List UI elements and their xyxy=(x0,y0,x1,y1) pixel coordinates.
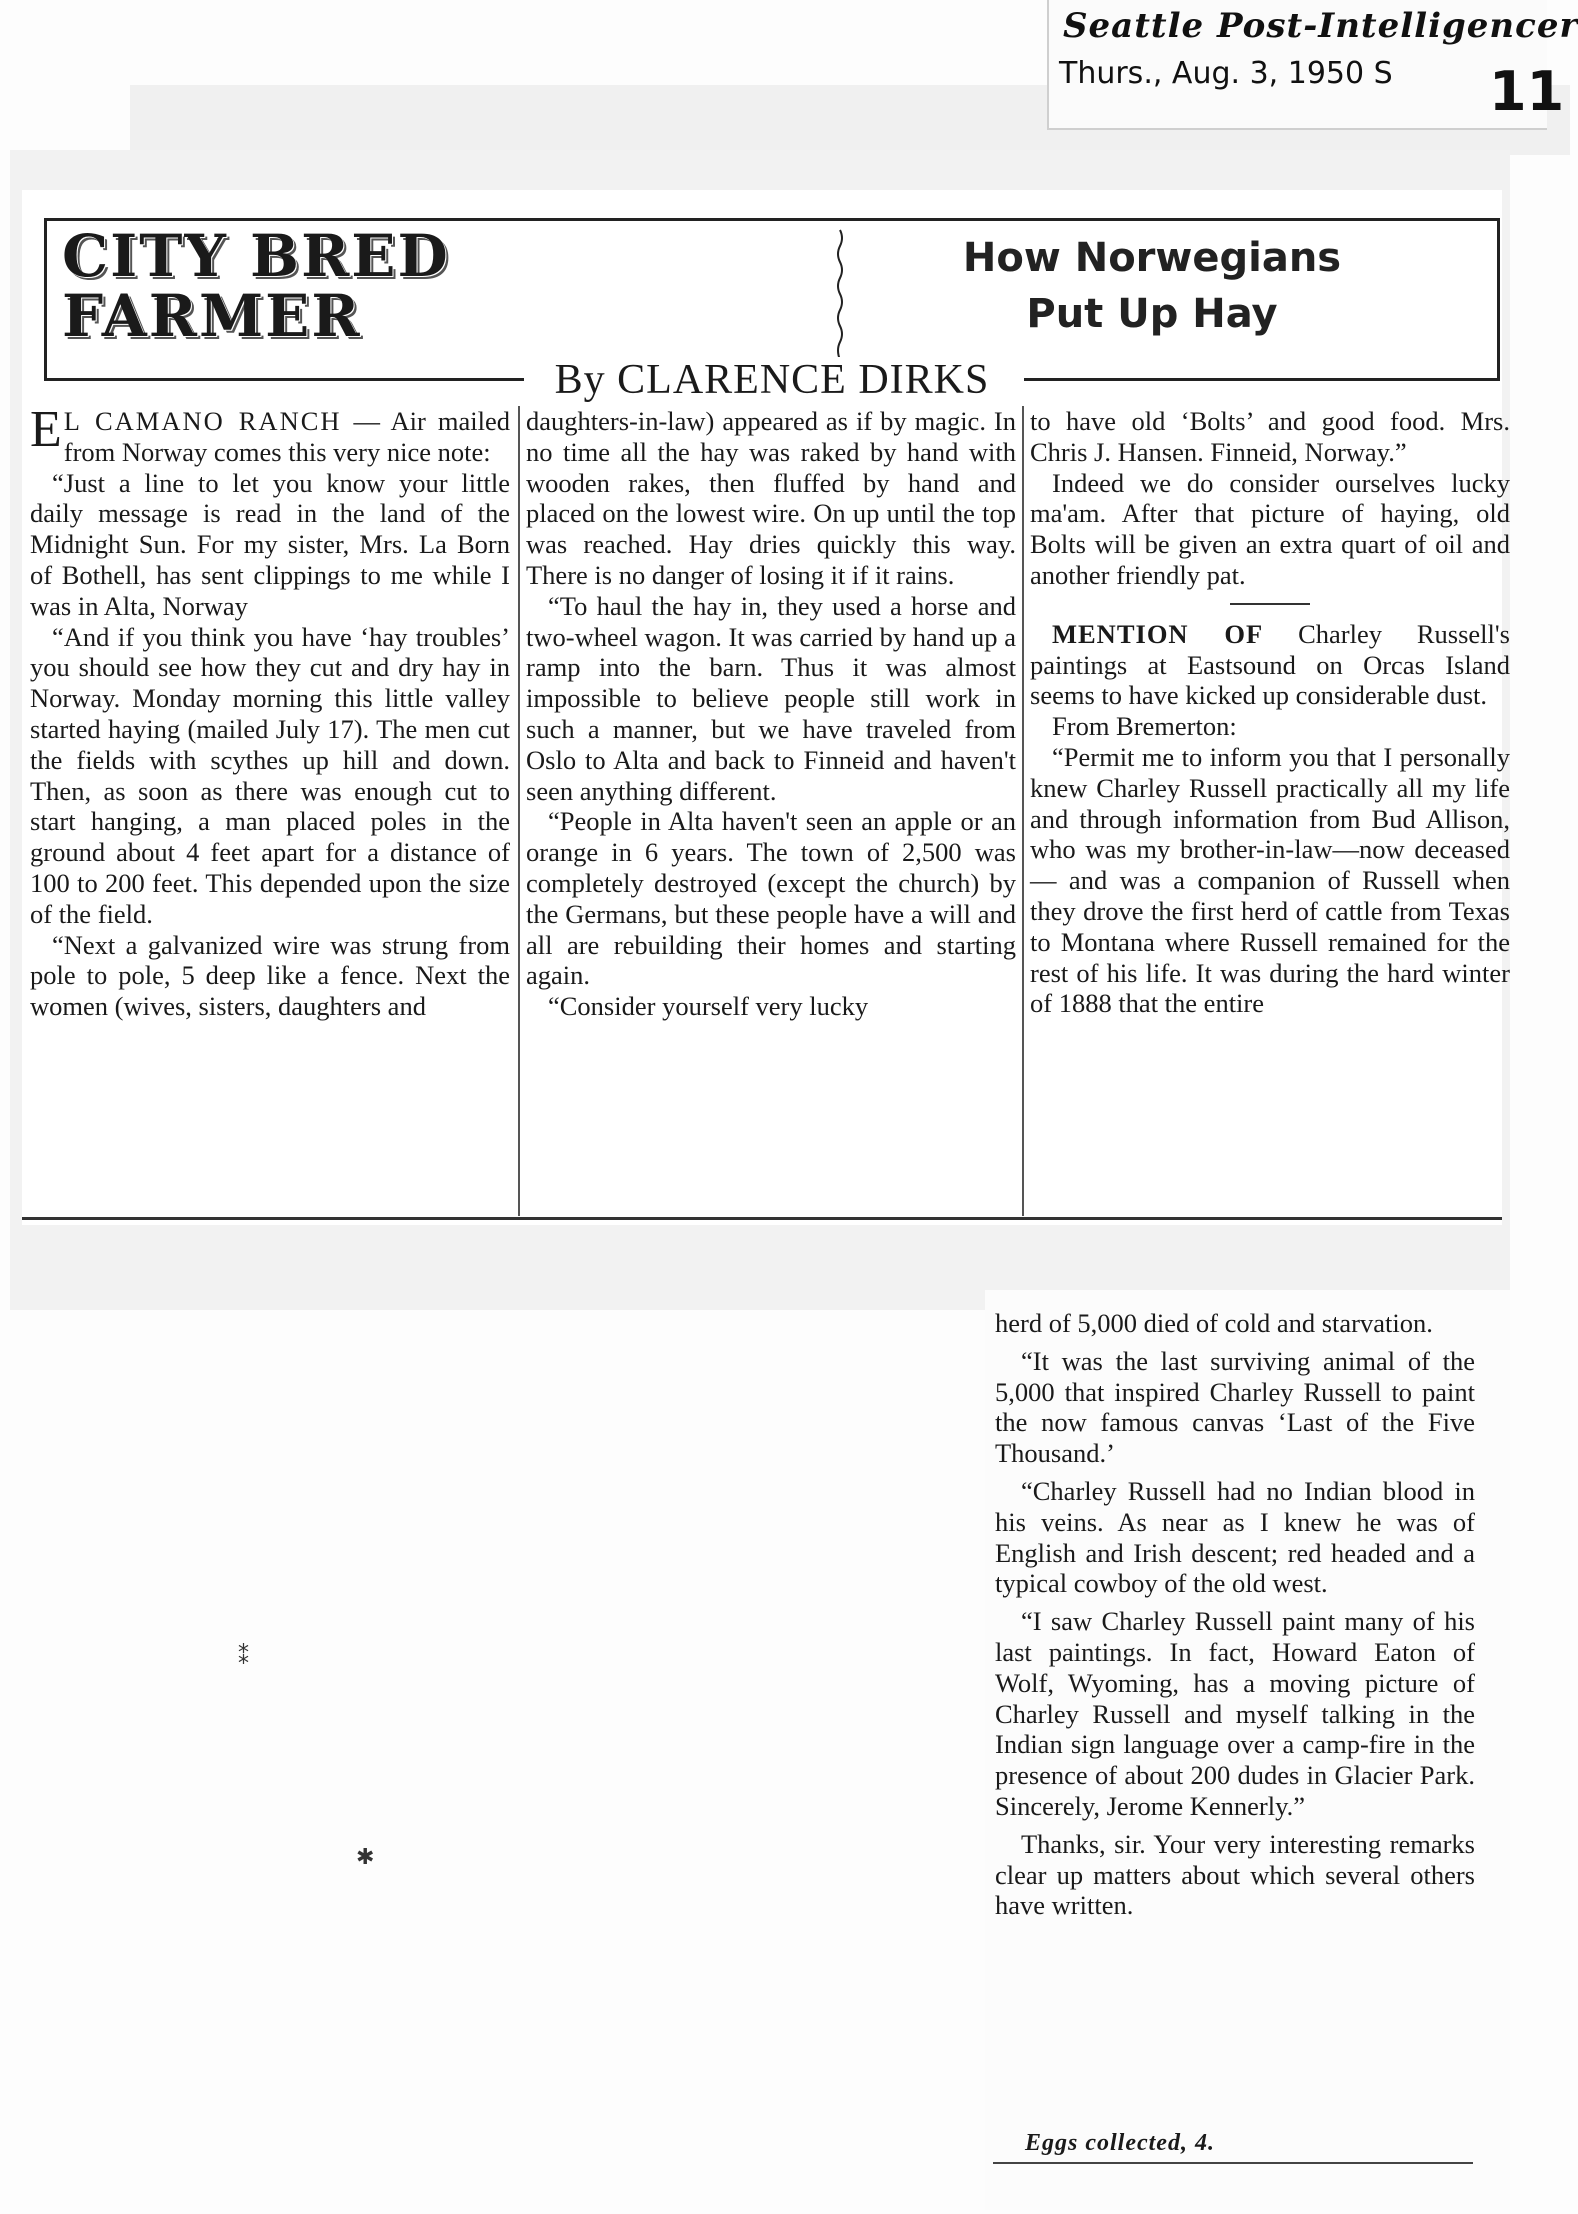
column-rule xyxy=(1022,406,1024,1216)
paragraph: “Consider yourself very lucky xyxy=(548,991,869,1022)
section-lead: MENTION OF xyxy=(1052,618,1264,649)
article-bottom-rule xyxy=(22,1217,1502,1220)
continuation-text xyxy=(995,1308,1475,1928)
paragraph: to have old ‘Bolts’ and good food. Mrs. Chris J. Hansen. Finneid, Norway.” xyxy=(1030,406,1510,467)
paragraph: “Next a galvanized wire was strung from pole to pole, 5 deep like a fence. Next the women (wives, sisters, daughters and xyxy=(30,929,510,1022)
column-title: CITY BRED FARMER xyxy=(62,222,450,350)
paragraph: From Bremerton: xyxy=(1052,711,1237,742)
paragraph: “Just a line to let you know your little daily message is read in the land of the Midnight Sun. For my sister, Mrs. La Born of Bothell, has sent clippings to me while I was in Alta, Norway xyxy=(30,467,510,621)
drop-cap: E xyxy=(30,401,62,458)
byline-row xyxy=(44,354,1500,404)
publication-date: Thurs., Aug. 3, 1950 S xyxy=(1059,56,1393,91)
dust-speck: ✱ xyxy=(356,1845,375,1870)
newspaper-name: Seattle Post-Intelligencer xyxy=(1063,6,1578,46)
paragraph-text: Charley Russell's paintings at Eastsound on Orcas Island seems to have kicked up considerable dust. xyxy=(1030,618,1510,711)
article-clipping xyxy=(22,190,1510,1225)
byline-text: By CLARENCE DIRKS xyxy=(545,357,1000,403)
paragraph: “Charley Russell had no Indian blood in his veins. As near as I knew he was of English and Irish descent; red headed and a typical cowboy of the old west. xyxy=(995,1475,1475,1599)
page-number: 11 xyxy=(1489,60,1565,123)
paragraph xyxy=(30,401,510,468)
dateline: L CAMANO RANCH xyxy=(63,406,342,436)
eggs-collected-note: Eggs collected, 4. xyxy=(1025,2130,1215,2156)
paragraph: “People in Alta haven't seen an apple or an orange in 6 years. The town of 2,500 was completely destroyed (except the church) by the Germans, but these people have a will and all are rebuilding their homes and starting again. xyxy=(526,806,1016,991)
column-3 xyxy=(1030,406,1510,1216)
paragraph: daughters-in-law) appeared as if by magic. In no time all the hay was raked by hand with wooden rakes, then fluffed by hand and placed on the lowest wire. On up until the top was reached. Hay dries quickly this way. There is no danger of losing it if it rains. xyxy=(526,406,1016,590)
header-divider xyxy=(835,230,845,360)
paragraph: “It was the last surviving animal of the 5,000 that inspired Charley Russell to paint the now famous canvas ‘Last of the Five Thousand.’ xyxy=(995,1345,1475,1469)
paragraph: Thanks, sir. Your very interesting remarks clear up matters about which several others have written. xyxy=(995,1828,1475,1921)
section-divider xyxy=(1230,603,1310,605)
dust-speck: ⁑ xyxy=(238,1645,249,1670)
headline: How Norwegians Put Up Hay xyxy=(962,235,1342,337)
column-rule xyxy=(518,406,520,1216)
column-2 xyxy=(526,406,1016,1216)
continuation-clipping xyxy=(985,1290,1510,2210)
article-columns xyxy=(22,401,1510,1216)
masthead-clipping xyxy=(1047,0,1578,130)
paragraph: herd of 5,000 died of cold and starvation. xyxy=(995,1308,1433,1338)
byline xyxy=(44,356,1500,404)
paragraph: Indeed we do consider ourselves lucky ma'am. After that picture of haying, old Bolts will be given an extra quart of oil and another friendly pat. xyxy=(1030,467,1510,590)
paragraph: “Permit me to inform you that I personally knew Charley Russell practically all my life and through information from Bud Allison, who was my brother-in-law—now deceased — and was a companion of Russell when they drove the first herd of cattle from Texas to Montana where Russell remained for the rest of his life. It was during the hard winter of 1888 that the entire xyxy=(1030,741,1510,1019)
paragraph: “And if you think you have ‘hay troubles’ you should see how they cut and dry hay in Norway. Monday morning this little valley started haying (mailed July 17). The men cut the fields with scythes up hill and down. Then, as soon as there was enough cut to start hanging, a man placed poles in the ground about 4 feet apart for a distance of 100 to 200 feet. This depended upon the size of the field. xyxy=(30,621,510,929)
paragraph-text: — Air mailed from Norway comes this very nice note: xyxy=(63,406,510,467)
continuation-bottom-rule xyxy=(993,2162,1473,2164)
column-1 xyxy=(30,401,510,1216)
paragraph: “To haul the hay in, they used a horse and two-wheel wagon. It was carried by hand up a ramp into the barn. Thus it was almost impossible to believe people still work in such a manner, but we have traveled from Oslo to Alta and back to Finneid and haven't seen anything different. xyxy=(526,590,1016,806)
paragraph: “I saw Charley Russell paint many of his last paintings. In fact, Howard Eaton of Wolf, Wyoming, has a moving picture of Charley Russell and myself talking in the Indian sign language over a camp-fire in the presence of about 200 dudes in Glacier Park. Sincerely, Jerome Kennerly.” xyxy=(995,1606,1475,1821)
